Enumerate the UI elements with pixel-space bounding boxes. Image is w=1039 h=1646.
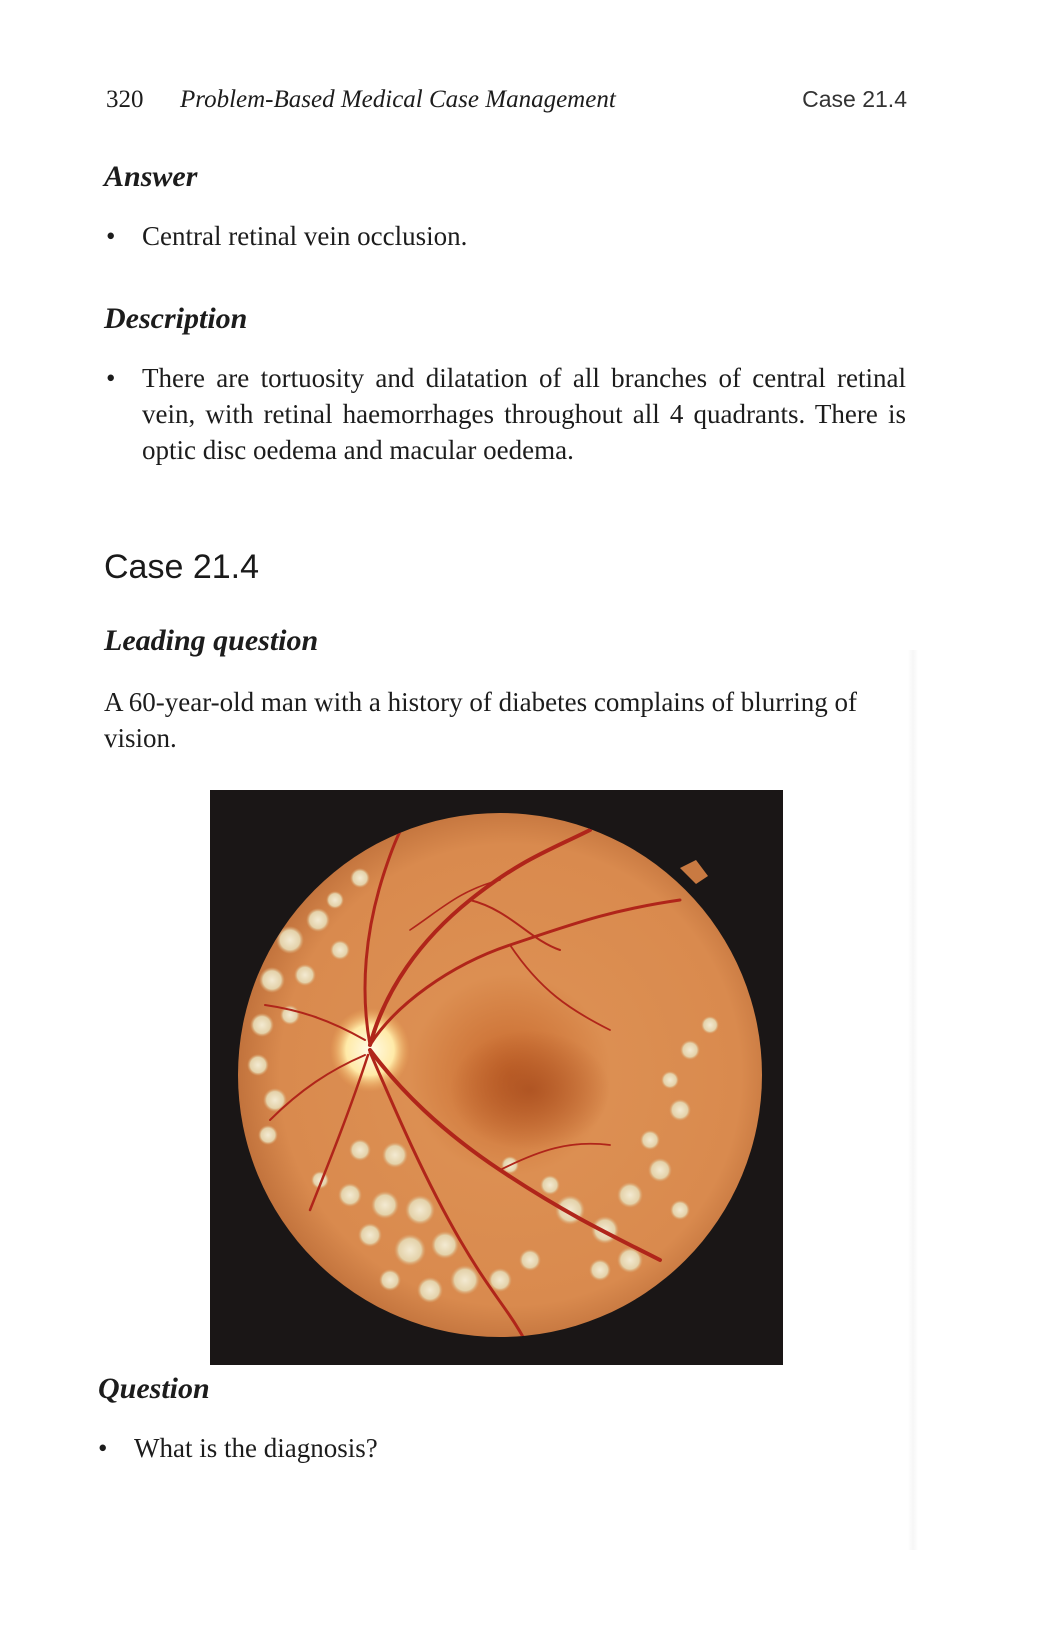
answer-text: Central retinal vein occlusion. bbox=[142, 221, 468, 251]
description-text: There are tortuosity and dilatation of all branches of central retinal vein, with retinal haemorrhages throughout all 4 quadrants. There is optic disc oedema and macular oedema. bbox=[142, 363, 906, 465]
page-edge-shadow bbox=[908, 650, 918, 1550]
running-head bbox=[106, 86, 907, 118]
bullet-icon: • bbox=[106, 221, 116, 251]
answer-bullet-item bbox=[106, 218, 906, 258]
fundus-notch bbox=[680, 860, 708, 884]
bullet-icon: • bbox=[98, 1433, 108, 1463]
description-bullet-item bbox=[106, 360, 906, 472]
fundus-image-graphic bbox=[210, 790, 783, 1365]
macula bbox=[450, 1030, 610, 1150]
question-heading: Question bbox=[98, 1372, 210, 1405]
book-title: Problem-Based Medical Case Management bbox=[180, 86, 616, 113]
answer-heading: Answer bbox=[104, 160, 198, 193]
bullet-icon: • bbox=[106, 363, 116, 393]
fundus-photograph bbox=[210, 790, 783, 1365]
leading-question-text: A 60-year-old man with a history of diabetes complains of blurring of vision. bbox=[104, 687, 858, 753]
page-number: 320 bbox=[106, 86, 144, 113]
leading-question-heading: Leading question bbox=[104, 624, 319, 657]
description-heading: Description bbox=[104, 302, 248, 335]
question-text: What is the diagnosis? bbox=[134, 1433, 378, 1463]
running-case-ref: Case 21.4 bbox=[802, 86, 907, 112]
question-bullet-item bbox=[98, 1430, 898, 1470]
case-title: Case 21.4 bbox=[104, 548, 259, 586]
